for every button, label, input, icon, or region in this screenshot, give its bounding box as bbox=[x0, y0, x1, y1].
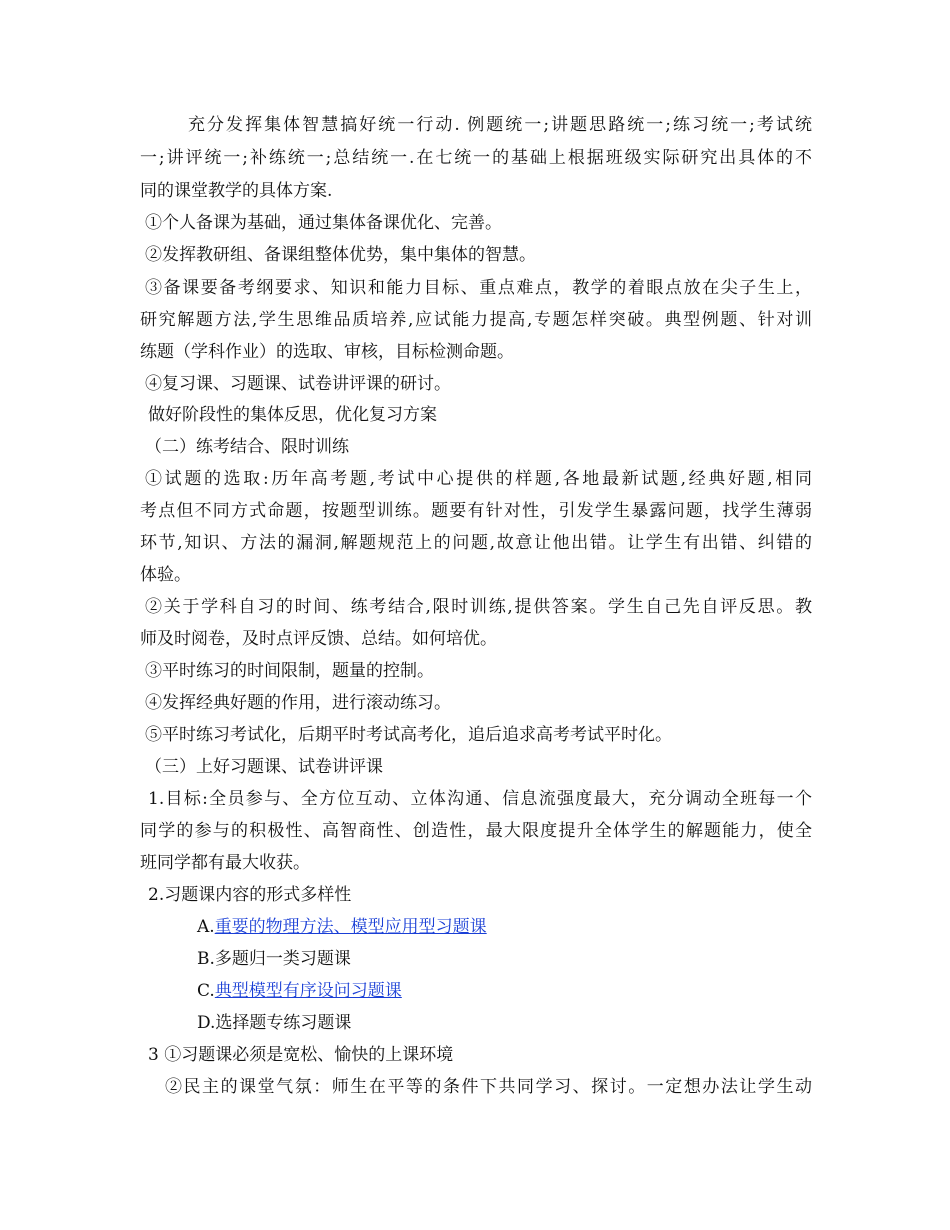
list-item: ⑤平时练习考试化，后期平时考试高考化，追后追求高考考试平时化。 bbox=[145, 725, 672, 745]
list-item: ④发挥经典好题的作用，进行滚动练习。 bbox=[145, 693, 451, 713]
list-item-continuation: 班同学都有最大收获。 bbox=[140, 853, 310, 873]
list-item: ③备课要备考纲要求、知识和能力目标、重点难点，教学的着眼点放在尖子生上， bbox=[145, 278, 812, 298]
section-heading-2: （二）练考结合、限时训练 bbox=[145, 437, 349, 457]
list-item: ②发挥教研组、备课组整体优势，集中集体的智慧。 bbox=[145, 245, 536, 265]
option-d: D.选择题专练习题课 bbox=[197, 1013, 352, 1033]
list-item: 2.习题课内容的形式多样性 bbox=[148, 885, 352, 905]
section-heading-3: （三）上好习题课、试卷讲评课 bbox=[145, 757, 383, 777]
list-item: ①试题的选取:历年高考题,考试中心提供的样题,各地最新试题,经典好题,相同 bbox=[145, 469, 812, 489]
paragraph-intro-line-3: 同的课堂教学的具体方案. bbox=[140, 181, 333, 201]
paragraph-intro-line-1: 充分发挥集体智慧搞好统一行动. 例题统一;讲题思路统一;练习统一;考试统 bbox=[188, 115, 812, 135]
option-c-prefix: C. bbox=[197, 981, 215, 1001]
list-item: ②关于学科自习的时间、练考结合,限时训练,提供答案。学生自己先自评反思。教 bbox=[145, 597, 812, 617]
option-c-link[interactable]: 典型模型有序设问习题课 bbox=[214, 981, 402, 1001]
list-item: ④复习课、习题课、试卷讲评课的研讨。 bbox=[145, 374, 451, 394]
list-item-continuation: 练题（学科作业）的选取、审核，目标检测命题。 bbox=[140, 342, 514, 362]
option-c bbox=[197, 975, 402, 1007]
list-item: 3 ①习题课必须是宽松、愉快的上课环境 bbox=[148, 1045, 454, 1065]
list-item: 1.目标:全员参与、全方位互动、立体沟通、信息流强度最大，充分调动全班每一个 bbox=[148, 789, 812, 809]
option-a bbox=[197, 911, 487, 943]
list-item: ①个人备课为基础，通过集体备课优化、完善。 bbox=[145, 213, 502, 233]
option-a-link[interactable]: 重要的物理方法、模型应用型习题课 bbox=[214, 917, 487, 937]
list-item-continuation: 考点但不同方式命题，按题型训练。题要有针对性，引发学生暴露问题，找学生薄弱 bbox=[140, 501, 812, 521]
list-item-continuation: 研究解题方法,学生思维品质培养,应试能力提高,专题怎样突破。典型例题、针对训 bbox=[140, 310, 812, 330]
paragraph-intro-line-2: 一;讲评统一;补练统一;总结统一.在七统一的基础上根据班级实际研究出具体的不 bbox=[140, 148, 812, 168]
list-item: ②民主的课堂气氛：师生在平等的条件下共同学习、探讨。一定想办法让学生动 bbox=[165, 1077, 812, 1097]
list-item-continuation: 环节,知识、方法的漏洞,解题规范上的问题,故意让他出错。让学生有出错、纠错的 bbox=[140, 533, 812, 553]
list-item: ③平时练习的时间限制，题量的控制。 bbox=[145, 661, 434, 681]
list-item-continuation: 体验。 bbox=[140, 565, 191, 585]
paragraph-reflect: 做好阶段性的集体反思，优化复习方案 bbox=[148, 405, 437, 425]
list-item-continuation: 师及时阅卷，及时点评反馈、总结。如何培优。 bbox=[140, 629, 497, 649]
option-b: B.多题归一类习题课 bbox=[197, 949, 351, 969]
option-a-prefix: A. bbox=[197, 917, 215, 937]
list-item-continuation: 同学的参与的积极性、高智商性、创造性，最大限度提升全体学生的解题能力，使全 bbox=[140, 821, 812, 841]
